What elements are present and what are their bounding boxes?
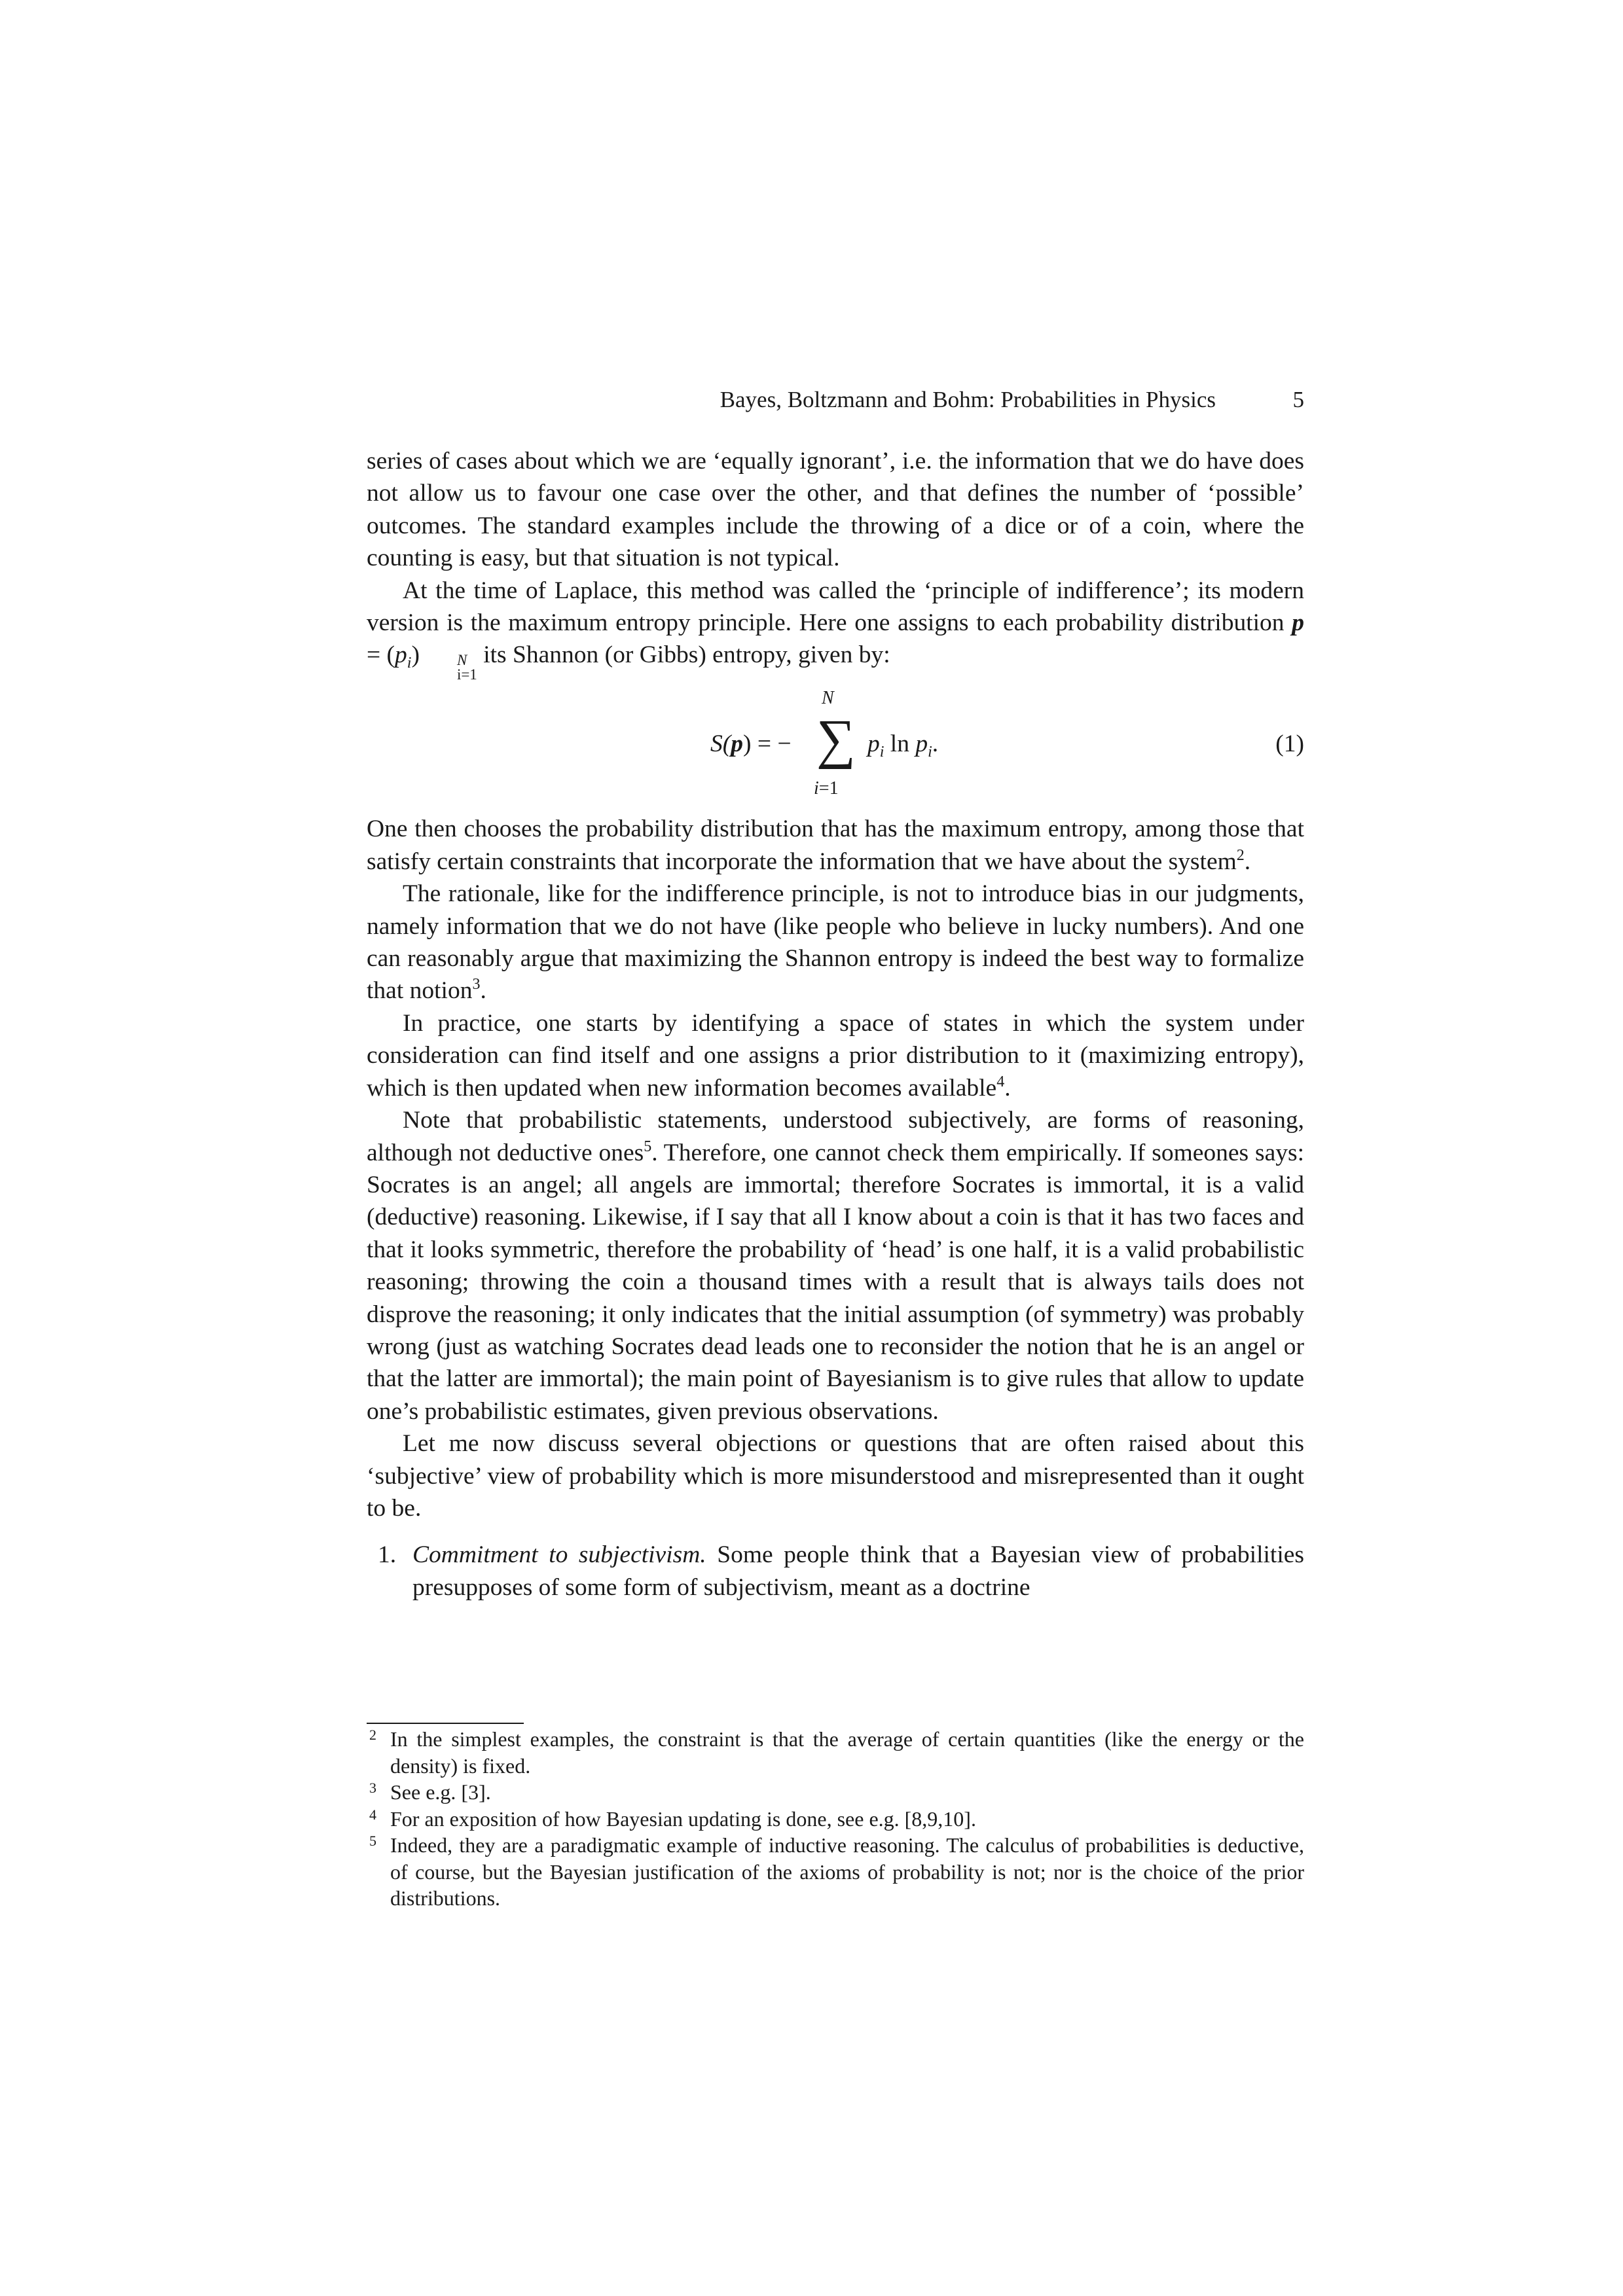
paragraph-1 bbox=[367, 445, 1304, 575]
sum-upper-limit: N bbox=[822, 688, 834, 709]
paragraph-4: The rationale, like for the indifference principle, is not to introduce bias in our judgments, namely information that we do not have (like people who believe in lucky numbers). And one can reasonably argue that maximizing the Shannon entropy is indeed the best way to formalize that notion$^3$. bbox=[367, 880, 1304, 1005]
sum-symbol: ∑ bbox=[816, 709, 856, 770]
sum-lower-limit: i=1 bbox=[814, 778, 839, 799]
equation-rhs: $p_i$ $\ln p_i$. bbox=[867, 730, 939, 761]
equation-lhs: S(p) = − bbox=[710, 730, 792, 758]
footnote-ref-3[interactable]: 3 bbox=[472, 976, 481, 994]
paragraph-2-text-a: At the time of Laplace, this method was called the ‘principle of indifference’; its modern version is the maximum entropy principle. Here one assigns to each probability distribution bbox=[367, 577, 1304, 637]
list-item-text: Some people think that a Bayesian view of probabilities presupposes of some form of subjectivism, meant as a doctrine bbox=[412, 1541, 1304, 1601]
footnote-2: 2 In the simplest examples, the constraint is that the average of certain quantities (like the energy or the density) is fixed. bbox=[369, 1727, 1304, 1778]
list-item-title: Commitment to subjectivism. bbox=[412, 1541, 706, 1569]
page-number: 5 bbox=[1292, 387, 1304, 412]
footnote-divider bbox=[367, 1723, 524, 1724]
paragraph-7: Let me now discuss several objections or questions that are often raised about this ‘subjective’ view of probability which is more misunderstood and misrepresented than it ought to be. bbox=[367, 1430, 1304, 1522]
footnote-4: 4 For an exposition of how Bayesian updating is done, see e.g. [8,9,10]. bbox=[369, 1806, 976, 1831]
paragraph-5: In practice, one starts by identifying a space of states in which the system under consideration can find itself and one assigns a prior distribution to it (maximizing entropy), which is then updated when new information becomes available$^4$. bbox=[367, 1009, 1304, 1102]
equation-body bbox=[710, 682, 1038, 813]
paragraph-6: Note that probabilistic statements, understood subjectively, are forms of reasoning, although not deductive ones$^5$. Therefore, one cannot check them empirically. If someones says: Socrates is an angel; all angels are immortal; therefore Socrates is immortal, it is a valid (deductive) reasoning. Likewise, if I say that all I know about a coin is that it has two faces and that it looks symmetric, therefore the probability of ‘head’ is one half, it is a valid probabilistic reasoning; throwing the coin a thousand times with a result that is always tails does not disprove the reasoning; it only indicates that the initial assumption (of symmetry) was probably wrong (just as watching Socrates dead leads one to reconsider the notion that he is an angel or that the latter are immortal); the main point of Bayesianism is to give rules that allow to update one’s probabilistic estimates, given previous observations. bbox=[367, 1107, 1305, 1425]
paragraph-1-text: series of cases about which we are ‘equally ignorant’, i.e. the information that we do have does not allow us to favour one case over the other, and that defines the number of ‘possible’ outcomes. The standard examples include the throwing of a dice or of a coin, where the counting is easy, but that situation is not typical. bbox=[367, 448, 1304, 572]
footnote-ref-2[interactable]: 2 bbox=[1236, 846, 1245, 864]
running-title: Bayes, Boltzmann and Bohm: Probabilities in Physics bbox=[720, 387, 1216, 412]
equation-number: (1) bbox=[1275, 730, 1304, 758]
footnote-3: 3 See e.g. [3]. bbox=[369, 1780, 491, 1804]
list-item-number: 1. bbox=[378, 1541, 397, 1569]
body-text bbox=[367, 445, 1304, 1604]
paragraph-2-text-b: its Shannon (or Gibbs) entropy, given by: bbox=[483, 641, 890, 669]
inline-math-distribution: $p = (p_i)$ N i=1 bbox=[367, 609, 1304, 683]
equation-1 bbox=[367, 682, 1304, 813]
paragraph-2 bbox=[367, 575, 1304, 683]
footnote-5: 5 Indeed, they are a paradigmatic example of inductive reasoning. The calculus of probabilities is deductive, of course, but the Bayesian justification of the axioms of probability is not; nor is the choice of the prior distributions. bbox=[369, 1833, 1304, 1910]
footnote-ref-4[interactable]: 4 bbox=[996, 1073, 1005, 1090]
list-item bbox=[367, 1539, 1304, 1604]
objections-list bbox=[367, 1539, 1304, 1604]
footnote-ref-5[interactable]: 5 bbox=[644, 1138, 652, 1155]
running-head bbox=[367, 384, 1304, 416]
paragraph-3: One then chooses the probability distribution that has the maximum entropy, among those that satisfy certain constraints that incorporate the information that we have about the system$^2$. bbox=[367, 816, 1304, 875]
footnotes bbox=[367, 1726, 1304, 1912]
